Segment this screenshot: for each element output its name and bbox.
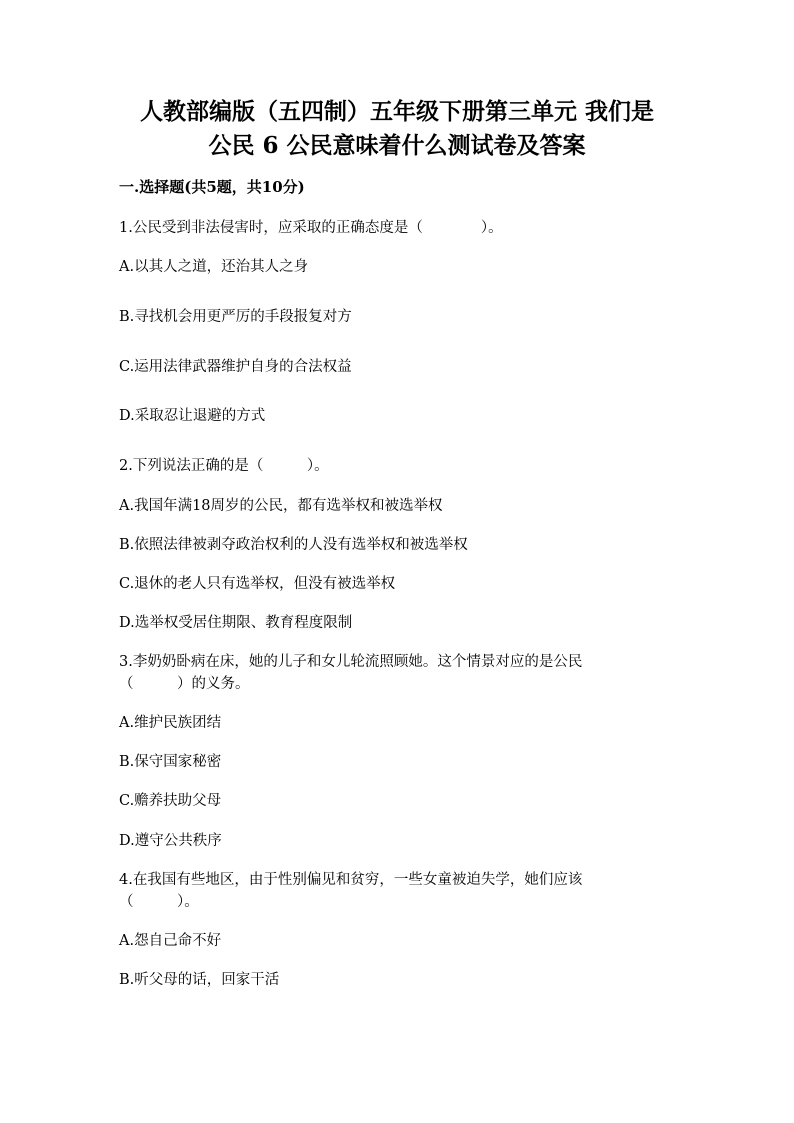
question-2-option-c: C.退休的老人只有选举权，但没有被选举权	[119, 576, 396, 592]
question-4-option-b: B.听父母的话，回家干活	[119, 972, 280, 988]
question-1-option-c: C.运用法律武器维护自身的合法权益	[119, 359, 352, 375]
question-3-stem-line-1: 3.李奶奶卧病在床，她的儿子和女儿轮流照顾她。这个情景对应的是公民	[119, 654, 583, 670]
question-3-option-d: D.遵守公共秩序	[119, 833, 222, 849]
question-2-option-a: A.我国年满18周岁的公民，都有选举权和被选举权	[119, 498, 443, 514]
question-2-option-d: D.选举权受居住期限、教育程度限制	[119, 615, 353, 631]
question-3-option-c: C.赡养扶助父母	[119, 793, 222, 809]
question-4-stem-line-1: 4.在我国有些地区，由于性别偏见和贫穷，一些女童被迫失学，她们应该	[119, 872, 583, 888]
section-heading: 一.选择题(共5题，共10分)	[119, 178, 305, 196]
question-1-stem: 1.公民受到非法侵害时，应采取的正确态度是（ ）。	[119, 220, 503, 236]
question-1-option-a: A.以其人之道，还治其人之身	[119, 259, 309, 275]
question-3-option-b: B.保守国家秘密	[119, 754, 222, 770]
question-2-option-b: B.依照法律被剥夺政治权利的人没有选举权和被选举权	[119, 537, 468, 553]
document-title-line-1: 人教部编版（五四制）五年级下册第三单元 我们是	[139, 98, 654, 125]
document-title-line-2: 公民 6 公民意味着什么测试卷及答案	[208, 132, 586, 159]
question-3-stem-line-2: （ ）的义务。	[119, 676, 250, 692]
question-4-stem-line-2: （ ）。	[119, 894, 199, 910]
question-1-option-d: D.采取忍让退避的方式	[119, 408, 266, 424]
question-3-option-a: A.维护民族团结	[119, 715, 222, 731]
question-1-option-b: B.寻找机会用更严厉的手段报复对方	[119, 309, 352, 325]
question-2-stem: 2.下列说法正确的是（ ）。	[119, 458, 329, 474]
question-4-option-a: A.怨自己命不好	[119, 933, 222, 949]
